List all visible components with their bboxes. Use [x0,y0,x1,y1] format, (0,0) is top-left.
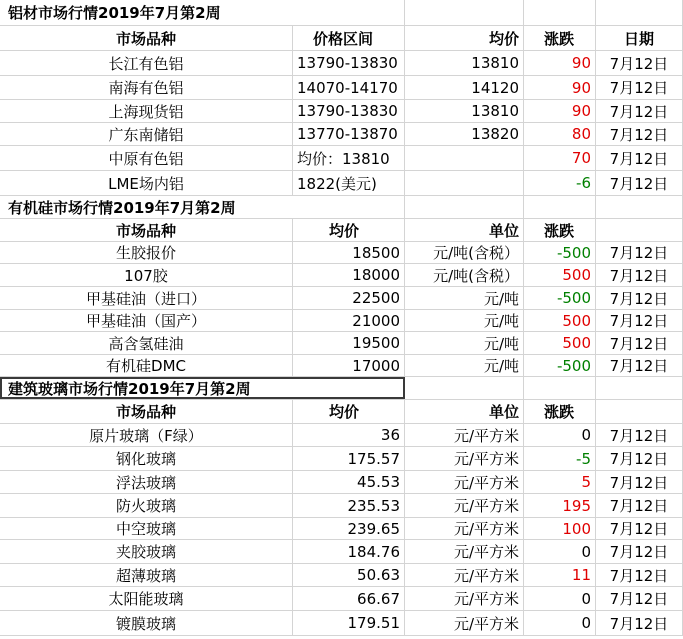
price-range-cell[interactable]: 13790-13830 [293,51,405,75]
product-name-cell[interactable]: 有机硅DMC [0,355,293,376]
column-header-name[interactable]: 市场品种 [0,400,293,423]
price-change-cell[interactable]: -5 [524,447,596,470]
unit-cell[interactable]: 元/平方米 [405,471,524,493]
price-change-cell[interactable]: 500 [524,310,596,331]
unit-cell[interactable]: 元/平方米 [405,587,524,610]
product-name-cell[interactable]: 甲基硅油（进口） [0,287,293,309]
column-header-unit[interactable]: 单位 [405,400,524,423]
aluminum-data-row [0,171,683,196]
date-cell[interactable]: 7月12日 [596,51,683,75]
date-cell[interactable]: 7月12日 [596,242,683,263]
unit-cell[interactable]: 元/吨 [405,355,524,376]
silicone-data-row [0,332,683,355]
date-cell[interactable]: 7月12日 [596,587,683,610]
silicone-header-row [0,219,683,242]
product-name-cell[interactable]: 广东南储铝 [0,123,293,145]
glass-data-row [0,424,683,447]
price-change-cell[interactable]: -6 [524,171,596,195]
empty-cell[interactable] [405,377,524,399]
column-header-change[interactable]: 涨跌 [524,26,596,50]
empty-cell[interactable] [596,219,683,241]
avg-price-cell[interactable]: 18000 [293,264,405,286]
column-header-date[interactable]: 日期 [596,26,683,50]
product-name-cell[interactable]: 浮法玻璃 [0,471,293,493]
date-cell[interactable]: 7月12日 [596,355,683,376]
price-change-cell[interactable]: 500 [524,264,596,286]
empty-cell[interactable] [405,196,524,218]
product-name-cell[interactable]: 高含氢硅油 [0,332,293,354]
avg-price-cell[interactable]: 18500 [293,242,405,263]
unit-cell[interactable]: 元/吨 [405,332,524,354]
price-range-cell[interactable]: 1822(美元) [293,171,405,195]
date-cell[interactable]: 7月12日 [596,310,683,331]
product-name-cell[interactable]: 上海现货铝 [0,100,293,122]
avg-price-cell[interactable]: 66.67 [293,587,405,610]
avg-price-cell[interactable]: 14120 [405,76,524,99]
product-name-cell[interactable]: 南海有色铝 [0,76,293,99]
date-cell[interactable]: 7月12日 [596,146,683,170]
avg-price-cell[interactable]: 179.51 [293,611,405,635]
column-header-unit[interactable]: 单位 [405,219,524,241]
column-header-name[interactable]: 市场品种 [0,26,293,50]
column-header-range[interactable]: 价格区间 [293,26,405,50]
glass-data-row [0,564,683,587]
price-range-cell[interactable]: 均价：13810 [293,146,405,170]
glass-data-row [0,611,683,636]
column-header-name[interactable]: 市场品种 [0,219,293,241]
glass-header-row [0,400,683,424]
date-cell[interactable]: 7月12日 [596,76,683,99]
product-name-cell[interactable]: 防火玻璃 [0,494,293,517]
date-cell[interactable]: 7月12日 [596,123,683,145]
avg-price-cell[interactable]: 17000 [293,355,405,376]
column-header-change[interactable]: 涨跌 [524,400,596,423]
avg-price-cell[interactable]: 239.65 [293,518,405,539]
price-change-cell[interactable]: 195 [524,494,596,517]
product-name-cell[interactable]: 中空玻璃 [0,518,293,539]
aluminum-data-row [0,146,683,171]
silicone-data-row [0,264,683,287]
avg-price-cell[interactable]: 13820 [405,123,524,145]
empty-cell[interactable] [405,0,524,25]
date-cell[interactable]: 7月12日 [596,540,683,563]
glass-data-row [0,494,683,518]
unit-cell[interactable]: 元/平方米 [405,447,524,470]
price-range-cell[interactable]: 13790-13830 [293,100,405,122]
avg-price-cell[interactable]: 21000 [293,310,405,331]
date-cell[interactable]: 7月12日 [596,100,683,122]
price-change-cell[interactable]: 0 [524,424,596,446]
unit-cell[interactable]: 元/平方米 [405,494,524,517]
price-change-cell[interactable]: 90 [524,100,596,122]
avg-price-cell[interactable]: 13810 [405,51,524,75]
aluminum-data-row [0,76,683,100]
empty-cell[interactable] [524,377,596,399]
price-change-cell[interactable]: -500 [524,355,596,376]
avg-price-cell[interactable]: 175.57 [293,447,405,470]
glass-data-row [0,540,683,564]
aluminum-section-title[interactable]: 铝材市场行情2019年7月第2周 [0,0,405,25]
price-change-cell[interactable]: 0 [524,611,596,635]
price-range-cell[interactable]: 13770-13870 [293,123,405,145]
unit-cell[interactable]: 元/平方米 [405,540,524,563]
date-cell[interactable]: 7月12日 [596,447,683,470]
glass-data-row [0,587,683,611]
product-name-cell[interactable]: 夹胶玻璃 [0,540,293,563]
aluminum-title-row [0,0,683,26]
unit-cell[interactable]: 元/吨 [405,310,524,331]
silicone-data-row [0,242,683,264]
column-header-avg[interactable]: 均价 [405,26,524,50]
empty-cell[interactable] [524,0,596,25]
aluminum-data-row [0,51,683,76]
column-header-change[interactable]: 涨跌 [524,219,596,241]
glass-data-row [0,471,683,494]
product-name-cell[interactable]: LME场内铝 [0,171,293,195]
date-cell[interactable]: 7月12日 [596,424,683,446]
product-name-cell[interactable]: 太阳能玻璃 [0,587,293,610]
avg-price-cell[interactable] [405,146,524,170]
date-cell[interactable]: 7月12日 [596,494,683,517]
aluminum-data-row [0,123,683,146]
empty-cell[interactable] [596,0,683,25]
date-cell[interactable]: 7月12日 [596,287,683,309]
empty-cell[interactable] [596,196,683,218]
price-change-cell[interactable]: -500 [524,287,596,309]
empty-cell[interactable] [596,377,683,399]
product-name-cell[interactable]: 钢化玻璃 [0,447,293,470]
date-cell[interactable]: 7月12日 [596,611,683,635]
product-name-cell[interactable]: 镀膜玻璃 [0,611,293,635]
glass-data-row [0,518,683,540]
avg-price-cell[interactable]: 235.53 [293,494,405,517]
price-change-cell[interactable]: 90 [524,51,596,75]
silicone-title-row [0,196,683,219]
avg-price-cell[interactable]: 13810 [405,100,524,122]
price-change-cell[interactable]: 100 [524,518,596,539]
product-name-cell[interactable]: 甲基硅油（国产） [0,310,293,331]
avg-price-cell[interactable]: 50.63 [293,564,405,586]
unit-cell[interactable]: 元/平方米 [405,518,524,539]
date-cell[interactable]: 7月12日 [596,264,683,286]
date-cell[interactable]: 7月12日 [596,332,683,354]
product-name-cell[interactable]: 中原有色铝 [0,146,293,170]
silicone-data-row [0,355,683,377]
unit-cell[interactable]: 元/吨(含税） [405,264,524,286]
date-cell[interactable]: 7月12日 [596,564,683,586]
unit-cell[interactable]: 元/平方米 [405,424,524,446]
avg-price-cell[interactable]: 19500 [293,332,405,354]
product-name-cell[interactable]: 长江有色铝 [0,51,293,75]
avg-price-cell[interactable]: 184.76 [293,540,405,563]
glass-data-row [0,447,683,471]
unit-cell[interactable]: 元/吨 [405,287,524,309]
avg-price-cell[interactable]: 45.53 [293,471,405,493]
aluminum-header-row [0,26,683,51]
avg-price-cell[interactable]: 22500 [293,287,405,309]
product-name-cell[interactable]: 超薄玻璃 [0,564,293,586]
price-change-cell[interactable]: 5 [524,471,596,493]
avg-price-cell[interactable] [405,171,524,195]
glass-title-row [0,377,683,400]
unit-cell[interactable]: 元/平方米 [405,564,524,586]
date-cell[interactable]: 7月12日 [596,471,683,493]
price-change-cell[interactable]: 80 [524,123,596,145]
silicone-section-title[interactable]: 有机硅市场行情2019年7月第2周 [0,196,405,218]
price-change-cell[interactable]: 11 [524,564,596,586]
price-change-cell[interactable]: -500 [524,242,596,263]
price-change-cell[interactable]: 0 [524,587,596,610]
product-name-cell[interactable]: 原片玻璃（F绿） [0,424,293,446]
price-range-cell[interactable]: 14070-14170 [293,76,405,99]
date-cell[interactable]: 7月12日 [596,518,683,539]
avg-price-cell[interactable]: 36 [293,424,405,446]
glass-section-title[interactable]: 建筑玻璃市场行情2019年7月第2周 [0,377,405,399]
price-change-cell[interactable]: 500 [524,332,596,354]
product-name-cell[interactable]: 107胶 [0,264,293,286]
date-cell[interactable]: 7月12日 [596,171,683,195]
price-change-cell[interactable]: 70 [524,146,596,170]
price-change-cell[interactable]: 0 [524,540,596,563]
price-change-cell[interactable]: 90 [524,76,596,99]
column-header-avg[interactable]: 均价 [293,400,405,423]
empty-cell[interactable] [524,196,596,218]
silicone-data-row [0,310,683,332]
column-header-avg[interactable]: 均价 [293,219,405,241]
aluminum-data-row [0,100,683,123]
unit-cell[interactable]: 元/吨(含税） [405,242,524,263]
unit-cell[interactable]: 元/平方米 [405,611,524,635]
product-name-cell[interactable]: 生胶报价 [0,242,293,263]
silicone-data-row [0,287,683,310]
empty-cell[interactable] [596,400,683,423]
